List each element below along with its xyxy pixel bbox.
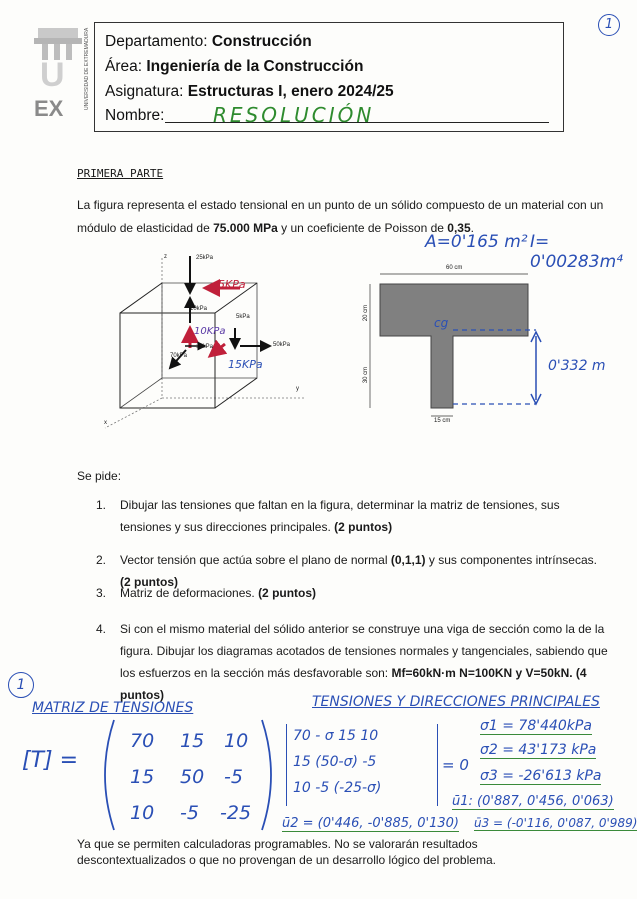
determinant: 70 - σ 15 10 15 (50-σ) -5 10 -5 (-25-σ) bbox=[286, 724, 438, 806]
matrix-title: MATRIZ DE TENSIONES bbox=[32, 700, 194, 716]
sigma-2: σ2 = 43'173 kPa bbox=[480, 742, 597, 758]
header-box bbox=[94, 22, 564, 132]
determinant-equals: = 0 bbox=[442, 756, 469, 774]
question-3: 3. Matriz de deformaciones. (2 puntos) bbox=[96, 586, 317, 600]
matrix-symbol: [T] = bbox=[22, 748, 79, 773]
label-5kpa: 5kPa bbox=[236, 314, 250, 320]
question-2: 2. Vector tensión que actúa sobre el plano de normal (0,1,1) y sus componentes intrínsecas. (2 puntos) bbox=[96, 553, 597, 589]
stress-cube-figure bbox=[90, 248, 320, 433]
hw-10kpa: 10KPa bbox=[194, 326, 226, 337]
dim-30cm: 30 cm bbox=[363, 366, 370, 384]
university-logo bbox=[32, 20, 92, 120]
svg-text:U: U bbox=[40, 56, 65, 94]
svg-text:EX: EX bbox=[34, 96, 64, 120]
direction-u3: ū3 = (-0'116, 0'087, 0'989) bbox=[474, 816, 637, 830]
student-name: RESOLUCIÓN bbox=[213, 103, 375, 127]
label-70kpa: 70kPa bbox=[170, 353, 188, 359]
area-row: Área: Ingeniería de la Construcción bbox=[105, 58, 364, 75]
department-row: Departamento: Construcción bbox=[105, 33, 312, 50]
area-annotation: A=0'165 m² bbox=[425, 232, 528, 252]
svg-text:UNIVERSIDAD DE EXTREMADURA: UNIVERSIDAD DE EXTREMADURA bbox=[84, 27, 90, 110]
label-15kpa: 15kPa bbox=[196, 344, 214, 350]
section-title: PRIMERA PARTE bbox=[77, 167, 164, 180]
direction-u2: ū2 = (0'446, -0'885, 0'130) bbox=[282, 816, 460, 831]
distance-annotation: 0'332 m bbox=[548, 358, 606, 374]
direction-u1: ū1: (0'887, 0'456, 0'063) bbox=[452, 794, 614, 809]
sigma-1: σ1 = 78'440kPa bbox=[480, 718, 592, 734]
question-1: 1. Dibujar las tensiones que faltan en la figura, determinar la matriz de tensiones, sus tensiones y sus direcciones principales. (2 puntos) bbox=[96, 498, 560, 534]
dim-15cm: 15 cm bbox=[434, 418, 451, 424]
axis-z: z bbox=[164, 254, 167, 260]
solution-circle-number: 1 bbox=[8, 672, 34, 698]
dim-60cm: 60 cm bbox=[446, 265, 463, 271]
name-row: Nombre: bbox=[105, 107, 165, 124]
inertia-annotation: I= 0'00283m⁴ bbox=[530, 232, 623, 272]
label-50kpa: 50kPa bbox=[273, 342, 291, 348]
problem-statement: La figura representa el estado tensional en un punto de un sólido compuesto de un material con un módulo de elasticidad de 75.000 MPa y un coeficiente de Poisson de 0,35. bbox=[77, 198, 604, 235]
hw-5kpa: 5KPa bbox=[218, 278, 246, 291]
stress-matrix: 70 15 10 15 50 -5 10 -5 -25 bbox=[100, 716, 276, 834]
centroid-label: cg bbox=[434, 316, 449, 330]
label-25kpa: 25kPa bbox=[196, 255, 214, 261]
t-section-figure bbox=[348, 262, 608, 432]
dim-20cm: 20 cm bbox=[363, 304, 370, 322]
hw-15kpa: 15KPa bbox=[228, 358, 263, 371]
axis-y: y bbox=[296, 386, 299, 392]
footer-note: Ya que se permiten calculadoras programables. No se valorarán resultados descontextualizados o que no provengan de un desarrollo lógico del problema. bbox=[77, 837, 496, 867]
principal-title: TENSIONES Y DIRECCIONES PRINCIPALES bbox=[312, 694, 600, 710]
subject-row: Asignatura: Estructuras I, enero 2024/25 bbox=[105, 83, 394, 100]
page-number: 1 bbox=[598, 14, 620, 36]
axis-x: x bbox=[104, 420, 107, 426]
se-pide: Se pide: bbox=[77, 469, 122, 483]
label-10kpa: 10kPa bbox=[190, 306, 208, 312]
question-4: 4. Si con el mismo material del sólido anterior se construye una viga de sección como la de la figura. Dibujar los diagramas acotados de tensiones normales y tangenciales, sabiendo que los esfuerzos en la sección más desfavorable son: Mf=60kN·m N=100KN y V=50kN. (4 puntos) bbox=[96, 622, 608, 702]
sigma-3: σ3 = -26'613 kPa bbox=[480, 768, 602, 784]
